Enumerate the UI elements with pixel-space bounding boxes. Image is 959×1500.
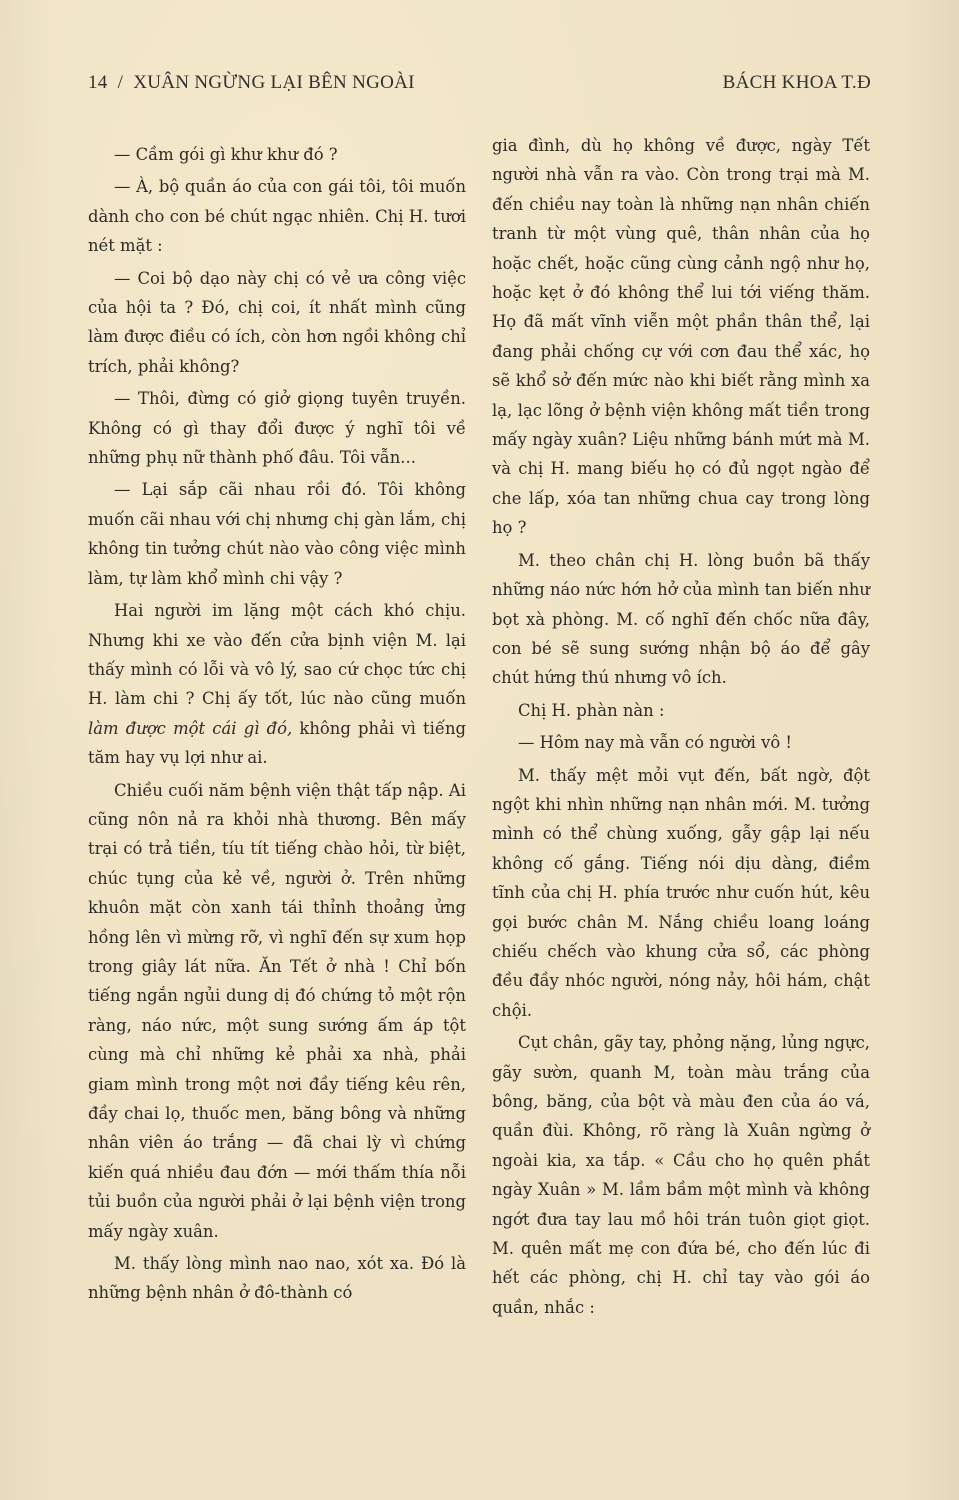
paragraph: M. thấy mệt mỏi vụt đến, bất ngờ, đột ngột khi nhìn những nạn nhân mới. M. tưởng mình có thể chùng xuống, gẫy gập lại nếu không cố gắng. Tiếng nói dịu dàng, điềm tĩnh của chị H. phía trước như cuốn hút, kêu gọi bước chân M. Nắng chiều loang loáng chiếu chếch vào khung cửa sổ, các phòng đều đầy nhóc người, nóng nảy, hôi hám, chật chội. (492, 765, 870, 1020)
header-separator: / (117, 72, 124, 93)
paragraph: — À, bộ quần áo của con gái tôi, tôi muốn dành cho con bé chút ngạc nhiên. Chị H. tươi nét mặt : (88, 177, 466, 256)
paragraph: — Coi bộ dạo này chị có vẻ ưa công việc của hội ta ? Đó, chị coi, ít nhất mình cũng làm được điều có ích, còn hơn ngồi không chỉ trích, phải không? (88, 268, 466, 376)
paragraph-text: Hai người im lặng một cách khó chịu. Nhưng khi xe vào đến cửa bịnh viện M. lại thấy mình có lỗi và vô lý, sao cứ chọc tức chị H. làm chi ? Chị ấy tốt, lúc nào cũng muốn (88, 601, 466, 709)
paragraph-continued: gia đình, dù họ không về được, ngày Tết người nhà vẫn ra vào. Còn trong trại mà M. đến chiều nay toàn là những nạn nhân chiến tranh từ một vùng quê, thân nhân của họ hoặc chết, hoặc cũng cùng cảnh ngộ như họ, hoặc kẹt ở đó không thể lui tới viếng thăm. Họ đã mất vĩnh viễn một phần thân thể, lại đang phải chống cự với cơn đau thể xác, họ sẽ khổ sở đến mức nào khi biết rằng mình xa lạ, lạc lõng ở bệnh viện không mất tiền trong mấy ngày xuân? Liệu những bánh mứt mà M. và chị H. mang biếu họ có đủ ngọt ngào để che lấp, xóa tan những chua cay trong lòng họ ? (492, 136, 870, 538)
paragraph: — Hôm nay mà vẫn có người vô ! (518, 733, 793, 753)
paragraph: — Thôi, đừng có giở giọng tuyên truyền. Không có gì thay đổi được ý nghĩ tôi về những phụ nữ thành phố đâu. Tôi vẫn... (88, 389, 466, 468)
paragraph: M. theo chân chị H. lòng buồn bã thấy những náo nức hớn hở của mình tan biến như bọt xà phòng. M. cố nghĩ đến chốc nữa đây, con bé sẽ sung sướng nhận bộ áo để gây chút hứng thú nhưng vô ích. (492, 550, 870, 688)
paragraph-with-italic (88, 596, 466, 772)
left-column (88, 140, 466, 1311)
paragraph: Chị H. phàn nàn : (518, 700, 665, 720)
paragraph: M. thấy lòng mình nao nao, xót xa. Đó là những bệnh nhân ở đô-thành có (88, 1254, 466, 1303)
paragraph: Chiều cuối năm bệnh viện thật tấp nập. Ai cũng nôn nả ra khỏi nhà thương. Bên mấy trại có trả tiền, tíu tít tiếng chào hỏi, từ biệt, chúc tụng của kẻ về, người ở. Trên những khuôn mặt còn xanh tái thỉnh thoảng ửng hồng lên vì mừng rỡ, vì nghĩ đến sự xum họp trong giây lát nữa. Ăn Tết ở nhà ! Chỉ bốn tiếng ngắn ngủi dung dị đó chứng tỏ một rộn ràng, náo nức, một sung sướng ấm áp tột cùng mà chỉ những kẻ phải xa nhà, phải giam mình trong một nơi đầy tiếng kêu rên, đầy chai lọ, thuốc men, băng bông và những nhân viên áo trắng — đã chai lỳ vì chứng kiến quá nhiều đau đớn — mới thấm thía nỗi tủi buồn của người phải ở lại bệnh viện trong mấy ngày xuân. (88, 780, 466, 1241)
header-left (88, 72, 415, 94)
article-title: XUÂN NGỪNG LẠI BÊN NGOÀI (133, 72, 415, 93)
page-header (88, 72, 871, 106)
paragraph-text-end: không phải vì tiếng tăm hay vụ lợi như ai. (88, 718, 466, 768)
right-column (492, 131, 870, 1325)
italic-phrase: làm được một cái gì đó, (88, 718, 293, 738)
paragraph: Cụt chân, gãy tay, phỏng nặng, lủng ngực, gãy sườn, quanh M, toàn màu trắng của bông, băng, của bột và màu đen của áo vá, quần đùi. Không, rõ ràng là Xuân ngừng ở ngoài kia, xa tắp. « Cầu cho họ quên phắt ngày Xuân » M. lầm bầm một mình và không ngớt đưa tay lau mồ hôi trán tuôn giọt giọt. M. quên mất mẹ con đứa bé, cho đến lúc đi hết các phòng, chị H. chỉ tay vào gói áo quần, nhắc : (492, 1033, 870, 1317)
paragraph: — Lại sắp cãi nhau rồi đó. Tôi không muốn cãi nhau với chị nhưng chị gàn lắm, chị không tin tưởng chút nào vào công việc mình làm, tự làm khổ mình chi vậy ? (88, 480, 466, 588)
magazine-name: BÁCH KHOA T.Đ (722, 72, 871, 93)
paragraph: — Cầm gói gì khư khư đó ? (114, 145, 338, 164)
page-number: 14 (88, 72, 108, 93)
